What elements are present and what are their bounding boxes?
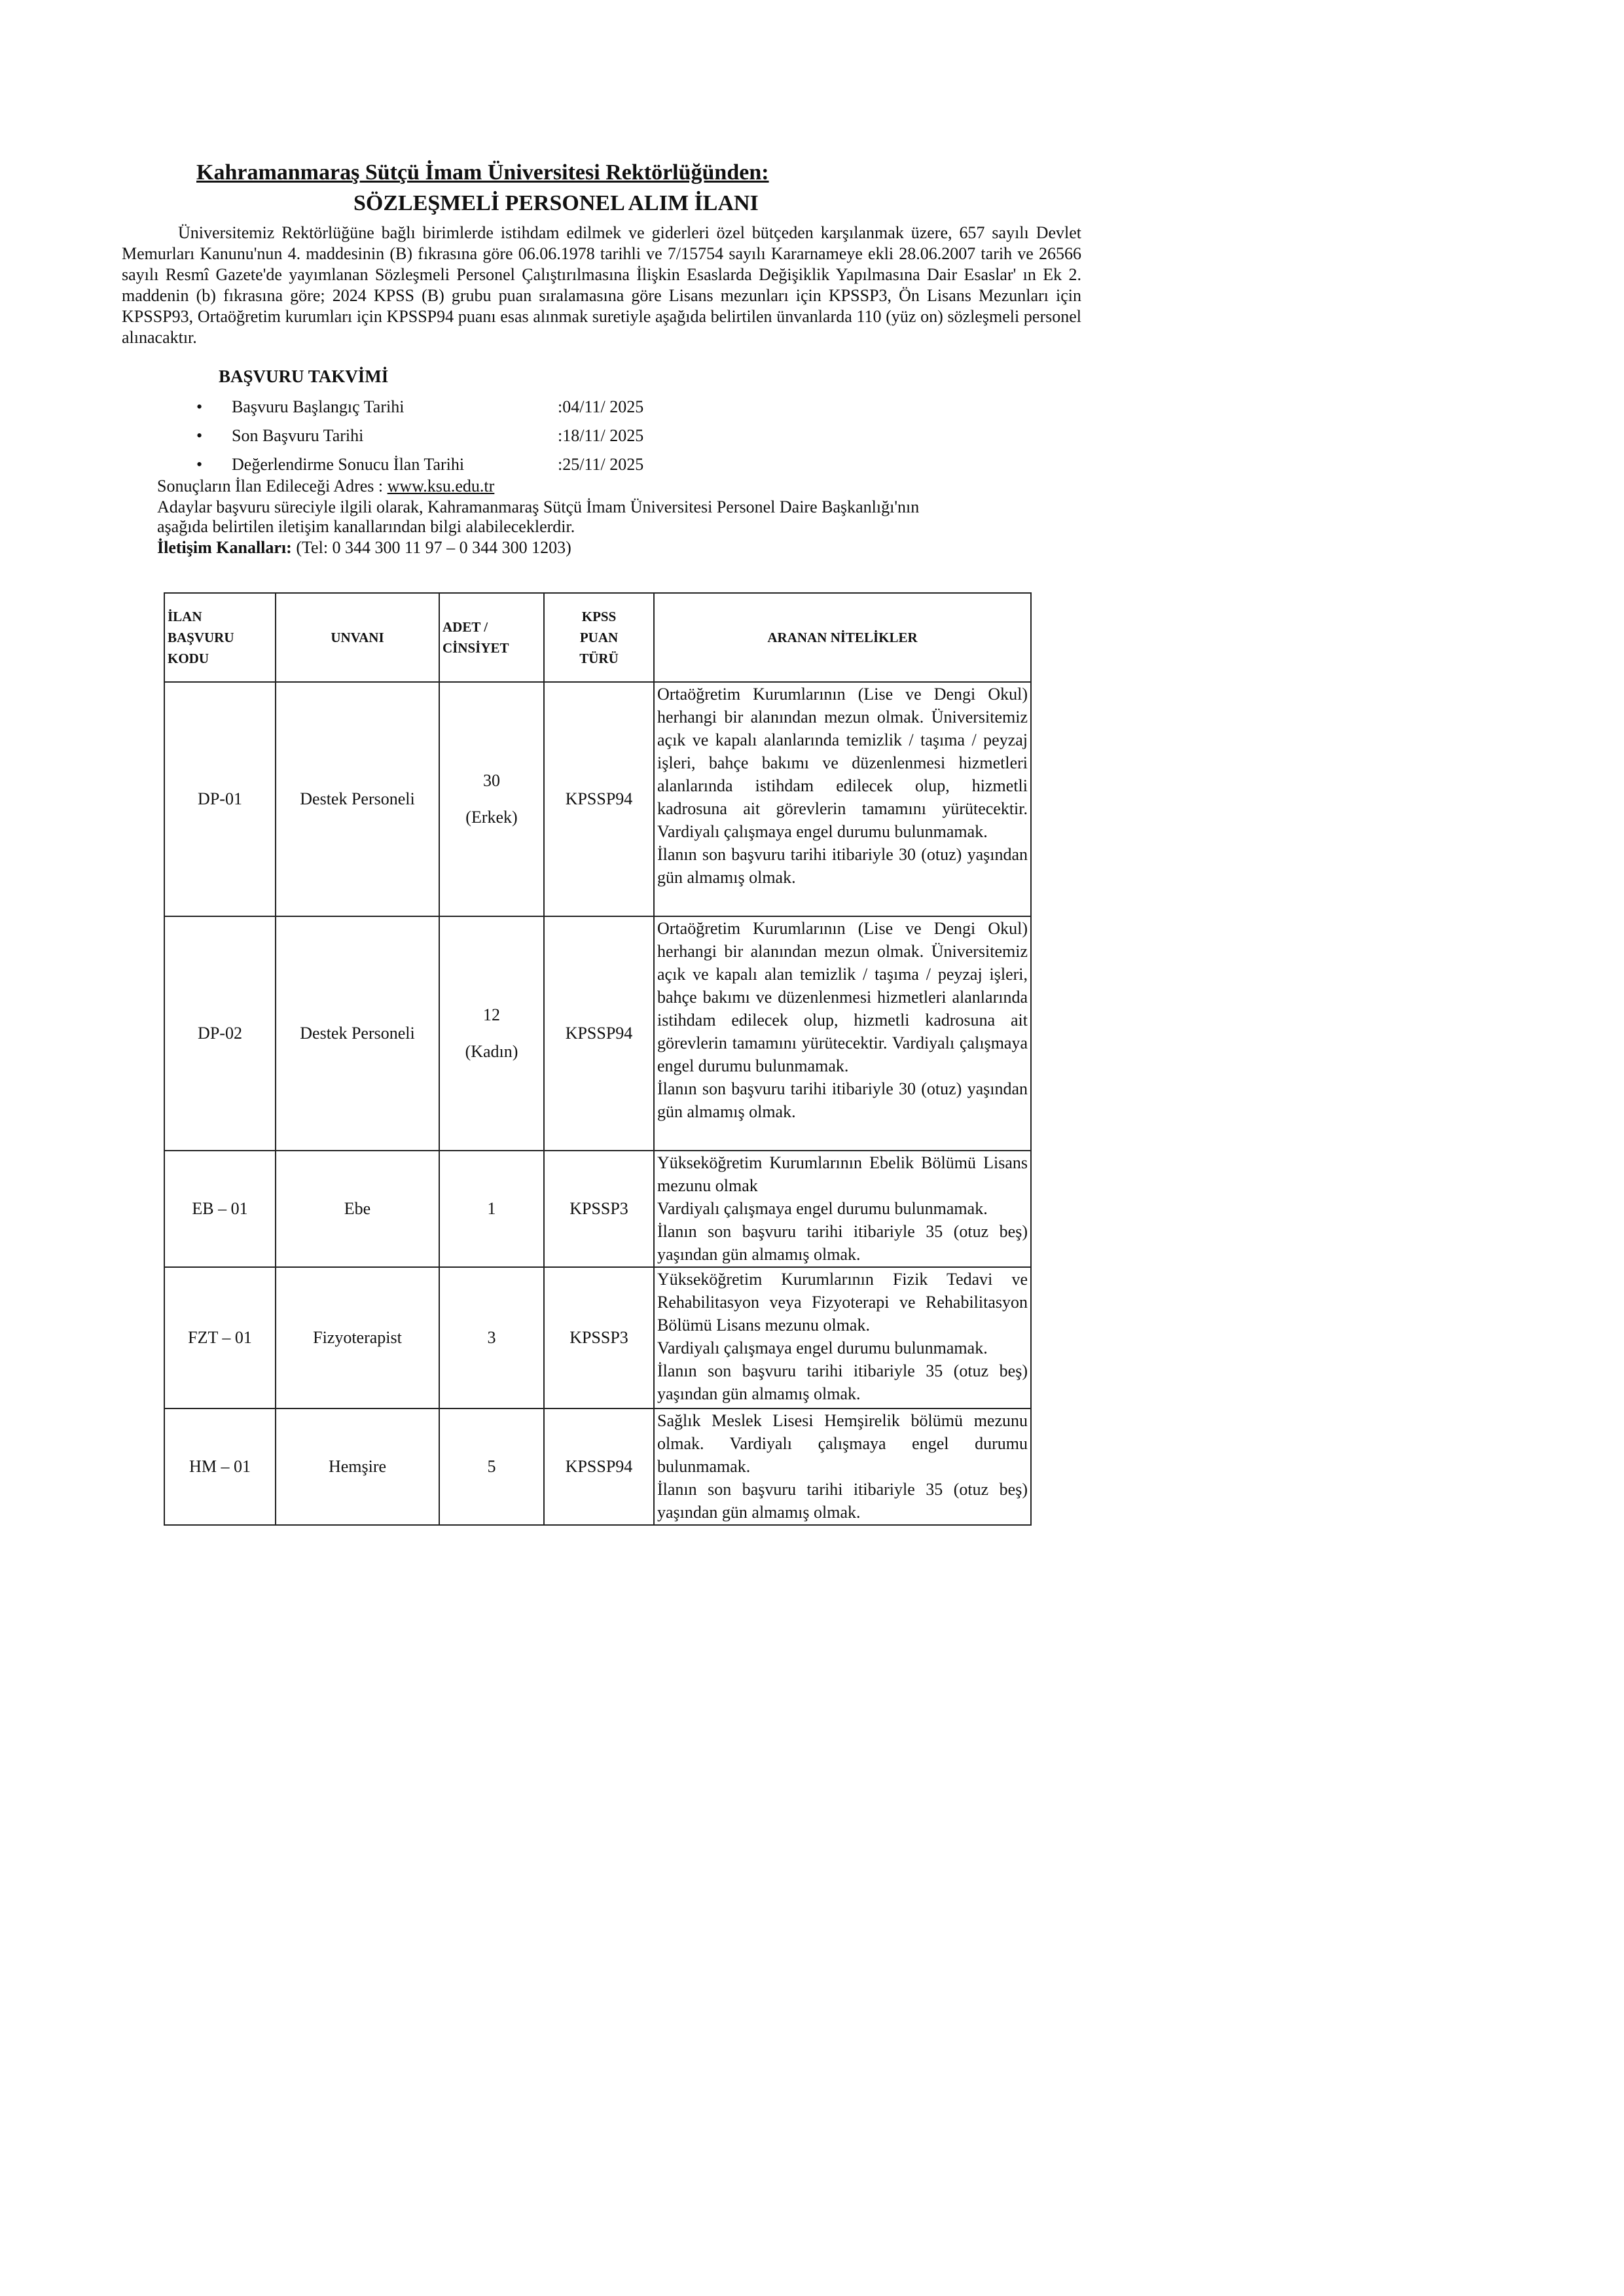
contact-note-line-1: Adaylar başvuru süreciyle ilgili olarak, Kahramanmaraş Sütçü İmam Üniversitesi Personel Daire Başkanlığı'nın [157,497,920,516]
schedule-label: Son Başvuru Tarihi [232,426,364,445]
cell-count [439,916,544,1151]
table-row [164,1151,1031,1267]
cell-qualifications [654,916,1031,1151]
intro-paragraph: Üniversitemiz Rektörlüğüne bağlı birimlerde istihdam edilmek ve giderleri özel bütçeden karşılanmak üzere, 657 sayılı Devlet Memurları Kanunu'nun 4. maddesinin (B) fıkrasına göre 06.06.1978 tarihli ve 7/15754 sayılı Kararnameye ekli 28.06.2007 tarih ve 26566 sayılı Resmî Gazete'de yayımlanan Sözleşmeli Personel Çalıştırılmasına İlişkin Esaslarda Değişiklik Yapılmasına Dair Esaslar' ın Ek 2. maddenin (b) fıkrasına göre; 2024 KPSS (B) grubu puan sıralamasına göre Lisans mezunları için KPSSP3, Ön Lisans Mezunları için KPSSP93, Ortaöğretim kurumları için KPSSP94 puanı esas alınmak suretiyle aşağıda belirtilen ünvanlarda 110 (yüz on) sözleşmeli personel alınacaktır. [122,223,1081,347]
document-subtitle: SÖZLEŞMELİ PERSONEL ALIM İLANI [353,191,759,215]
cell-kpss: KPSSP94 [544,916,654,1151]
table-row [164,682,1031,916]
age-requirement: İlanın son başvuru tarihi itibariyle 35 (otuz beş) yaşından gün almamış olmak. [657,1361,1028,1403]
shift-requirement: Vardiyalı çalışmaya engel durumu bulunmamak. [657,1199,988,1218]
age-requirement: İlanın son başvuru tarihi itibariyle 35 (otuz beş) yaşından gün almamış olmak. [657,1480,1028,1522]
results-address-link[interactable]: www.ksu.edu.tr [387,476,495,495]
header-count-line: ADET / [442,619,488,635]
header-title: UNVANI [276,593,439,682]
bullet-icon: • [196,426,203,445]
header-kpss-line: KPSS [581,609,617,624]
cell-code: FZT – 01 [164,1267,276,1408]
cell-count: 3 [439,1267,544,1408]
cell-gender: (Erkek) [465,808,518,827]
contact-value: (Tel: 0 344 300 11 97 – 0 344 300 1203) [291,538,571,557]
qualification-text: Ortaöğretim Kurumlarının (Lise ve Dengi Okul) herhangi bir alanından mezun olmak. Üniversitemiz açık ve kapalı alanlarında temizlik / taşıma / peyzaj işleri, bahçe bakımı ve düzenlenmesi hizmetleri alanlarında istihdam edilecek olup, hizmetli kadrosuna ait görevlerin tamamını yürütecektir. Vardiyalı çalışmaya engel durumu bulunmamak. [657,685,1028,841]
results-address-label: Sonuçların İlan Edileceği Adres : [157,476,388,495]
age-requirement: İlanın son başvuru tarihi itibariyle 30 (otuz) yaşından gün almamış olmak. [657,1079,1028,1121]
cell-title: Destek Personeli [276,916,439,1151]
header-kpss-line: PUAN [579,630,619,645]
header-qualifications: ARANAN NİTELİKLER [654,593,1031,682]
contact-note-line-2: aşağıda belirtilen iletişim kanallarından bilgi alabileceklerdir. [157,517,575,536]
cell-qualifications [654,1267,1031,1408]
cell-title: Fizyoterapist [276,1267,439,1408]
header-kpss-line: TÜRÜ [579,651,619,666]
table-row [164,1408,1031,1525]
cell-gender: (Kadın) [465,1042,518,1061]
qualification-text: Yükseköğretim Kurumlarının Ebelik Bölümü Lisans mezunu olmak [657,1153,1028,1195]
header-code [164,593,276,682]
bullet-icon: • [196,455,203,474]
schedule-title: BAŞVURU TAKVİMİ [219,367,389,386]
cell-kpss: KPSSP94 [544,1408,654,1525]
cell-count: 5 [439,1408,544,1525]
shift-requirement: Vardiyalı çalışmaya engel durumu bulunmamak. [657,1338,988,1357]
header-code-line: BAŞVURU [168,630,234,645]
schedule-date: :04/11/ 2025 [558,397,644,416]
contact-channels [157,538,571,558]
cell-kpss: KPSSP3 [544,1267,654,1408]
cell-code: HM – 01 [164,1408,276,1525]
bullet-icon: • [196,397,203,416]
cell-kpss: KPSSP3 [544,1151,654,1267]
age-requirement: İlanın son başvuru tarihi itibariyle 30 (otuz) yaşından gün almamış olmak. [657,845,1028,887]
cell-count-value: 30 [483,771,500,790]
cell-title: Destek Personeli [276,682,439,916]
cell-title: Hemşire [276,1408,439,1525]
header-count-line: CİNSİYET [442,640,509,656]
cell-code: DP-01 [164,682,276,916]
cell-qualifications [654,1151,1031,1267]
cell-count-value: 12 [483,1005,500,1024]
cell-kpss: KPSSP94 [544,682,654,916]
cell-qualifications [654,1408,1031,1525]
qualification-text: Yükseköğretim Kurumlarının Fizik Tedavi ve Rehabilitasyon veya Fizyoterapi ve Rehabilitasyon Bölümü Lisans mezunu olmak. [657,1270,1028,1335]
results-address [157,476,494,496]
cell-qualifications [654,682,1031,916]
document-title: Kahramanmaraş Sütçü İmam Üniversitesi Rektörlüğünden: [196,160,769,185]
qualification-text: Sağlık Meslek Lisesi Hemşirelik bölümü mezunu olmak. Vardiyalı çalışmaya engel durumu bulunmamak. [657,1411,1028,1476]
cell-count: 1 [439,1151,544,1267]
cell-title: Ebe [276,1151,439,1267]
header-kpss [544,593,654,682]
cell-count [439,682,544,916]
schedule-label: Başvuru Başlangıç Tarihi [232,397,405,416]
cell-code: EB – 01 [164,1151,276,1267]
contact-label: İletişim Kanalları: [157,538,292,557]
header-code-line: KODU [168,651,209,666]
table-row [164,1267,1031,1408]
positions-table [164,592,1032,1526]
schedule-label: Değerlendirme Sonucu İlan Tarihi [232,455,465,474]
qualification-text: Ortaöğretim Kurumlarının (Lise ve Dengi Okul) herhangi bir alanından mezun olmak. Üniversitemiz açık ve kapalı alan temizlik / taşıma / peyzaj işleri, bahçe bakımı ve düzenlenmesi hizmetleri alanlarında istihdam edilecek olup, hizmetli kadrosuna ait görevlerin tamamını yürütecektir. Vardiyalı çalışmaya engel durumu bulunmamak. [657,919,1028,1075]
schedule-date: :18/11/ 2025 [558,426,644,445]
table-header-row [164,593,1031,682]
table-row [164,916,1031,1151]
header-count [439,593,544,682]
header-code-line: İLAN [168,609,202,624]
schedule-date: :25/11/ 2025 [558,455,644,474]
age-requirement: İlanın son başvuru tarihi itibariyle 35 (otuz beş) yaşından gün almamış olmak. [657,1222,1028,1264]
cell-code: DP-02 [164,916,276,1151]
